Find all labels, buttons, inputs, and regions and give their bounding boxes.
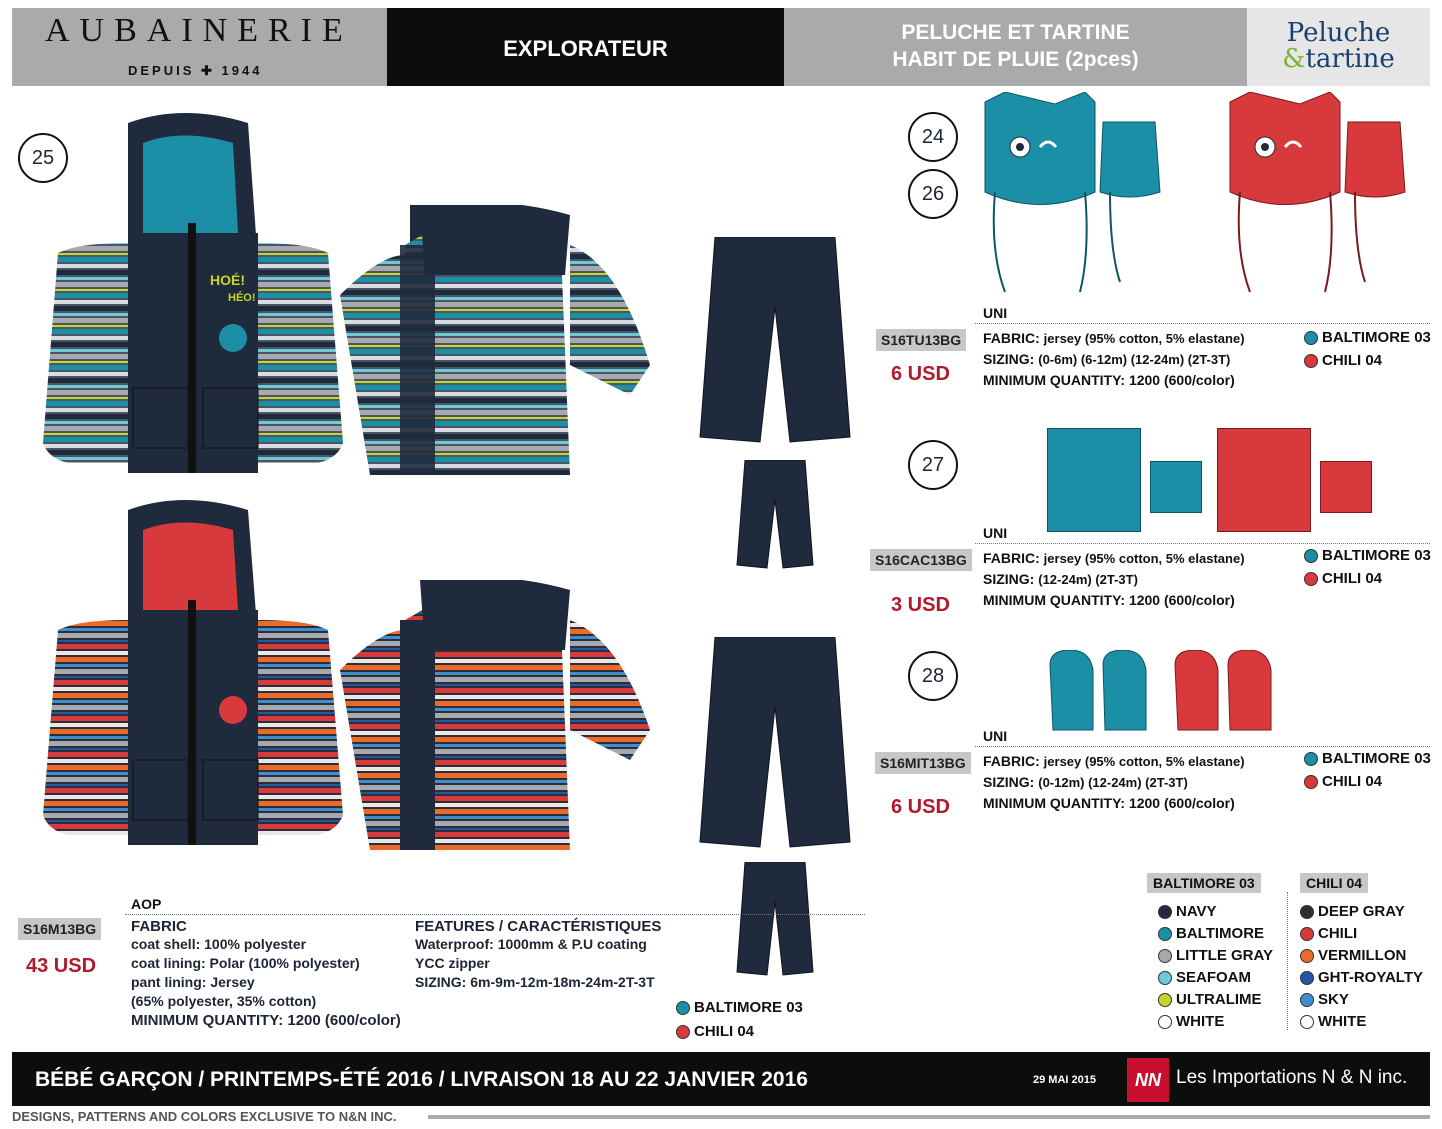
legend-row (1300, 1011, 1423, 1033)
pants-large-sketch-1 (685, 237, 865, 447)
legend-color-name: NAVY (1176, 903, 1217, 920)
suit-color-baltimore (676, 999, 803, 1016)
legend-row (1300, 923, 1423, 945)
mittens-color-chili (1304, 773, 1382, 790)
jacket-chili-back-sketch (340, 580, 660, 855)
collars-color-1-label: BALTIMORE 03 (1322, 547, 1431, 564)
baltimore-swatch (676, 1001, 690, 1015)
color-swatch (1300, 927, 1314, 941)
legend-row (1158, 989, 1273, 1011)
nn-logo: NN (1127, 1058, 1169, 1102)
suit-fabric-line: coat shell: 100% polyester (131, 936, 307, 952)
legend-row (1158, 923, 1273, 945)
suit-price: 43 USD (26, 955, 97, 977)
chili-swatch (1304, 354, 1318, 368)
collars-sizing-label: SIZING: (983, 571, 1035, 587)
mittens-style-code: S16MIT13BG (875, 752, 971, 774)
legend-color-name: VERMILLON (1318, 947, 1407, 964)
legend-color-name: WHITE (1176, 1013, 1225, 1030)
hats-color-1-label: BALTIMORE 03 (1322, 329, 1431, 346)
hat-baltimore-sketch (975, 92, 1175, 307)
collar-baltimore-large (1047, 428, 1141, 532)
suit-feature-line: SIZING: 6m-9m-12m-18m-24m-2T-3T (415, 974, 655, 990)
suit-divider (125, 914, 865, 915)
color-swatch (1300, 905, 1314, 919)
jacket-chili-front-sketch (38, 500, 348, 855)
chili-swatch (1304, 572, 1318, 586)
legend-color-name: GHT-ROYALTY (1318, 969, 1424, 986)
item-number-25: 25 (18, 133, 68, 183)
legend-row (1300, 989, 1423, 1011)
legend-chili-list (1300, 901, 1423, 1033)
legend-divider (1287, 892, 1288, 1030)
collars-style-code: S16CAC13BG (870, 549, 972, 571)
color-swatch (1158, 993, 1172, 1007)
mittens-sizing: (0-12m) (12-24m) (2T-3T) (1038, 775, 1188, 790)
collars-min-quantity: MINIMUM QUANTITY: 1200 (600/color) (983, 592, 1235, 608)
logo-ampersand: & (1282, 44, 1306, 74)
legend-color-name: ULTRALIME (1176, 991, 1262, 1008)
baltimore-swatch (1304, 331, 1318, 345)
collar-baltimore-small (1150, 461, 1202, 513)
suit-features-heading: FEATURES / CARACTÉRISTIQUES (415, 918, 662, 935)
peluche-tartine-logo (1247, 8, 1430, 86)
legend-baltimore-heading: BALTIMORE 03 (1147, 873, 1261, 893)
header-line-2: HABIT DE PLUIE (2pces) (892, 48, 1139, 71)
hats-price: 6 USD (891, 363, 950, 385)
suit-fabric-heading: FABRIC (131, 918, 187, 935)
jacket-graphic-text-1: HOÉ! (210, 272, 245, 288)
mittens-chili-sketch (1170, 650, 1290, 735)
hat-chili-sketch (1220, 92, 1420, 307)
suit-fabric-line: coat lining: Polar (100% polyester) (131, 955, 360, 971)
brand-name: AUBAINERIE (45, 12, 353, 49)
hats-color-chili (1304, 352, 1382, 369)
collars-fabric-label: FABRIC: (983, 550, 1040, 566)
legend-row (1158, 901, 1273, 923)
logo-word-2: tartine (1305, 44, 1395, 74)
suit-min-quantity: MINIMUM QUANTITY: 1200 (600/color) (131, 1012, 401, 1029)
footer-season-text: BÉBÉ GARÇON / PRINTEMPS-ÉTÉ 2016 / LIVRAISON 18 AU 22 JANVIER 2016 (35, 1068, 808, 1091)
legend-color-name: BALTIMORE (1176, 925, 1265, 942)
item-number-27: 27 (908, 440, 958, 490)
color-swatch (1158, 927, 1172, 941)
legend-color-name: WHITE (1318, 1013, 1367, 1030)
mittens-uni-label: UNI (983, 728, 1008, 744)
hats-color-baltimore (1304, 329, 1431, 346)
mittens-fabric-label: FABRIC: (983, 753, 1040, 769)
jacket-baltimore-front-sketch (38, 113, 348, 488)
legend-color-name: CHILI (1318, 925, 1358, 942)
collars-color-baltimore (1304, 547, 1431, 564)
hats-fabric: jersey (95% cotton, 5% elastane) (1043, 331, 1245, 346)
pants-small-sketch-2 (735, 862, 815, 977)
logo-word-1: Peluche (1286, 18, 1391, 48)
collection-title: EXPLORATEUR (503, 36, 668, 61)
hats-specs (983, 328, 1245, 391)
pants-large-sketch-2 (685, 637, 865, 852)
collars-divider (975, 543, 1430, 544)
collar-chili-large (1217, 428, 1311, 532)
legend-row (1158, 945, 1273, 967)
color-swatch (1300, 993, 1314, 1007)
hats-divider (975, 323, 1430, 324)
collars-color-2-label: CHILI 04 (1322, 570, 1383, 587)
brand-since: DEPUIS ✚ 1944 (128, 63, 263, 78)
suit-color-2-label: CHILI 04 (694, 1023, 755, 1040)
suit-aop-label: AOP (131, 896, 162, 912)
suit-fabric-line: (65% polyester, 35% cotton) (131, 993, 317, 1009)
hats-style-code: S16TU13BG (876, 329, 966, 351)
header-line-1: PELUCHE ET TARTINE (901, 21, 1130, 44)
color-swatch (1158, 949, 1172, 963)
mittens-color-baltimore (1304, 750, 1431, 767)
color-swatch (1158, 971, 1172, 985)
mittens-baltimore-sketch (1045, 650, 1165, 735)
hats-uni-label: UNI (983, 305, 1008, 321)
color-swatch (1158, 1015, 1172, 1029)
collars-fabric: jersey (95% cotton, 5% elastane) (1043, 551, 1245, 566)
suit-fabric-block (131, 918, 401, 1031)
legend-color-name: DEEP GRAY (1318, 903, 1405, 920)
baltimore-swatch (1304, 549, 1318, 563)
suit-style-code: S16M13BG (18, 918, 101, 940)
color-swatch (1300, 1015, 1314, 1029)
hats-fabric-label: FABRIC: (983, 330, 1040, 346)
legend-row (1300, 945, 1423, 967)
collars-uni-label: UNI (983, 525, 1008, 541)
mittens-price: 6 USD (891, 796, 950, 818)
chili-swatch (676, 1025, 690, 1039)
suit-feature-line: Waterproof: 1000mm & P.U coating (415, 936, 647, 952)
mittens-specs (983, 751, 1245, 814)
baltimore-swatch (1304, 752, 1318, 766)
legend-baltimore-list (1158, 901, 1273, 1033)
suit-feature-line: YCC zipper (415, 955, 490, 971)
footer-date: 29 MAI 2015 (1033, 1074, 1096, 1086)
suit-color-chili (676, 1023, 754, 1040)
collars-sizing: (12-24m) (2T-3T) (1038, 572, 1138, 587)
legend-chili-heading: CHILI 04 (1300, 873, 1368, 893)
legend-color-name: LITTLE GRAY (1176, 947, 1273, 964)
legend-row (1158, 967, 1273, 989)
jacket-baltimore-back-sketch (340, 205, 660, 490)
collars-color-chili (1304, 570, 1382, 587)
hats-min-quantity: MINIMUM QUANTITY: 1200 (600/color) (983, 372, 1235, 388)
mittens-divider (975, 746, 1430, 747)
hats-sizing-label: SIZING: (983, 351, 1035, 367)
color-swatch (1300, 971, 1314, 985)
hats-sizing: (0-6m) (6-12m) (12-24m) (2T-3T) (1038, 352, 1231, 367)
mittens-min-quantity: MINIMUM QUANTITY: 1200 (600/color) (983, 795, 1235, 811)
mittens-color-2-label: CHILI 04 (1322, 773, 1383, 790)
footer-company: Les Importations N & N inc. (1176, 1067, 1408, 1088)
suit-features-block (415, 918, 661, 992)
item-number-24: 24 (908, 112, 958, 162)
legend-row (1300, 967, 1423, 989)
legend-row (1300, 901, 1423, 923)
chili-swatch (1304, 775, 1318, 789)
footer-exclusive-notice: DESIGNS, PATTERNS AND COLORS EXCLUSIVE TO N&N INC. (12, 1109, 397, 1124)
mittens-color-1-label: BALTIMORE 03 (1322, 750, 1431, 767)
collar-chili-small (1320, 461, 1372, 513)
hats-color-2-label: CHILI 04 (1322, 352, 1383, 369)
legend-color-name: SKY (1318, 991, 1349, 1008)
suit-color-1-label: BALTIMORE 03 (694, 999, 803, 1016)
legend-color-name: SEAFOAM (1176, 969, 1251, 986)
item-number-28: 28 (908, 651, 958, 701)
mittens-fabric: jersey (95% cotton, 5% elastane) (1043, 754, 1245, 769)
suit-fabric-line: pant lining: Jersey (131, 974, 255, 990)
collars-price: 3 USD (891, 594, 950, 616)
footer-underline (428, 1115, 1430, 1119)
pants-small-sketch-1 (735, 460, 815, 570)
legend-row (1158, 1011, 1273, 1033)
color-swatch (1158, 905, 1172, 919)
collars-specs (983, 548, 1245, 611)
color-swatch (1300, 949, 1314, 963)
item-number-26: 26 (908, 169, 958, 219)
jacket-graphic-text-2: HÉO! (228, 292, 256, 304)
mittens-sizing-label: SIZING: (983, 774, 1035, 790)
